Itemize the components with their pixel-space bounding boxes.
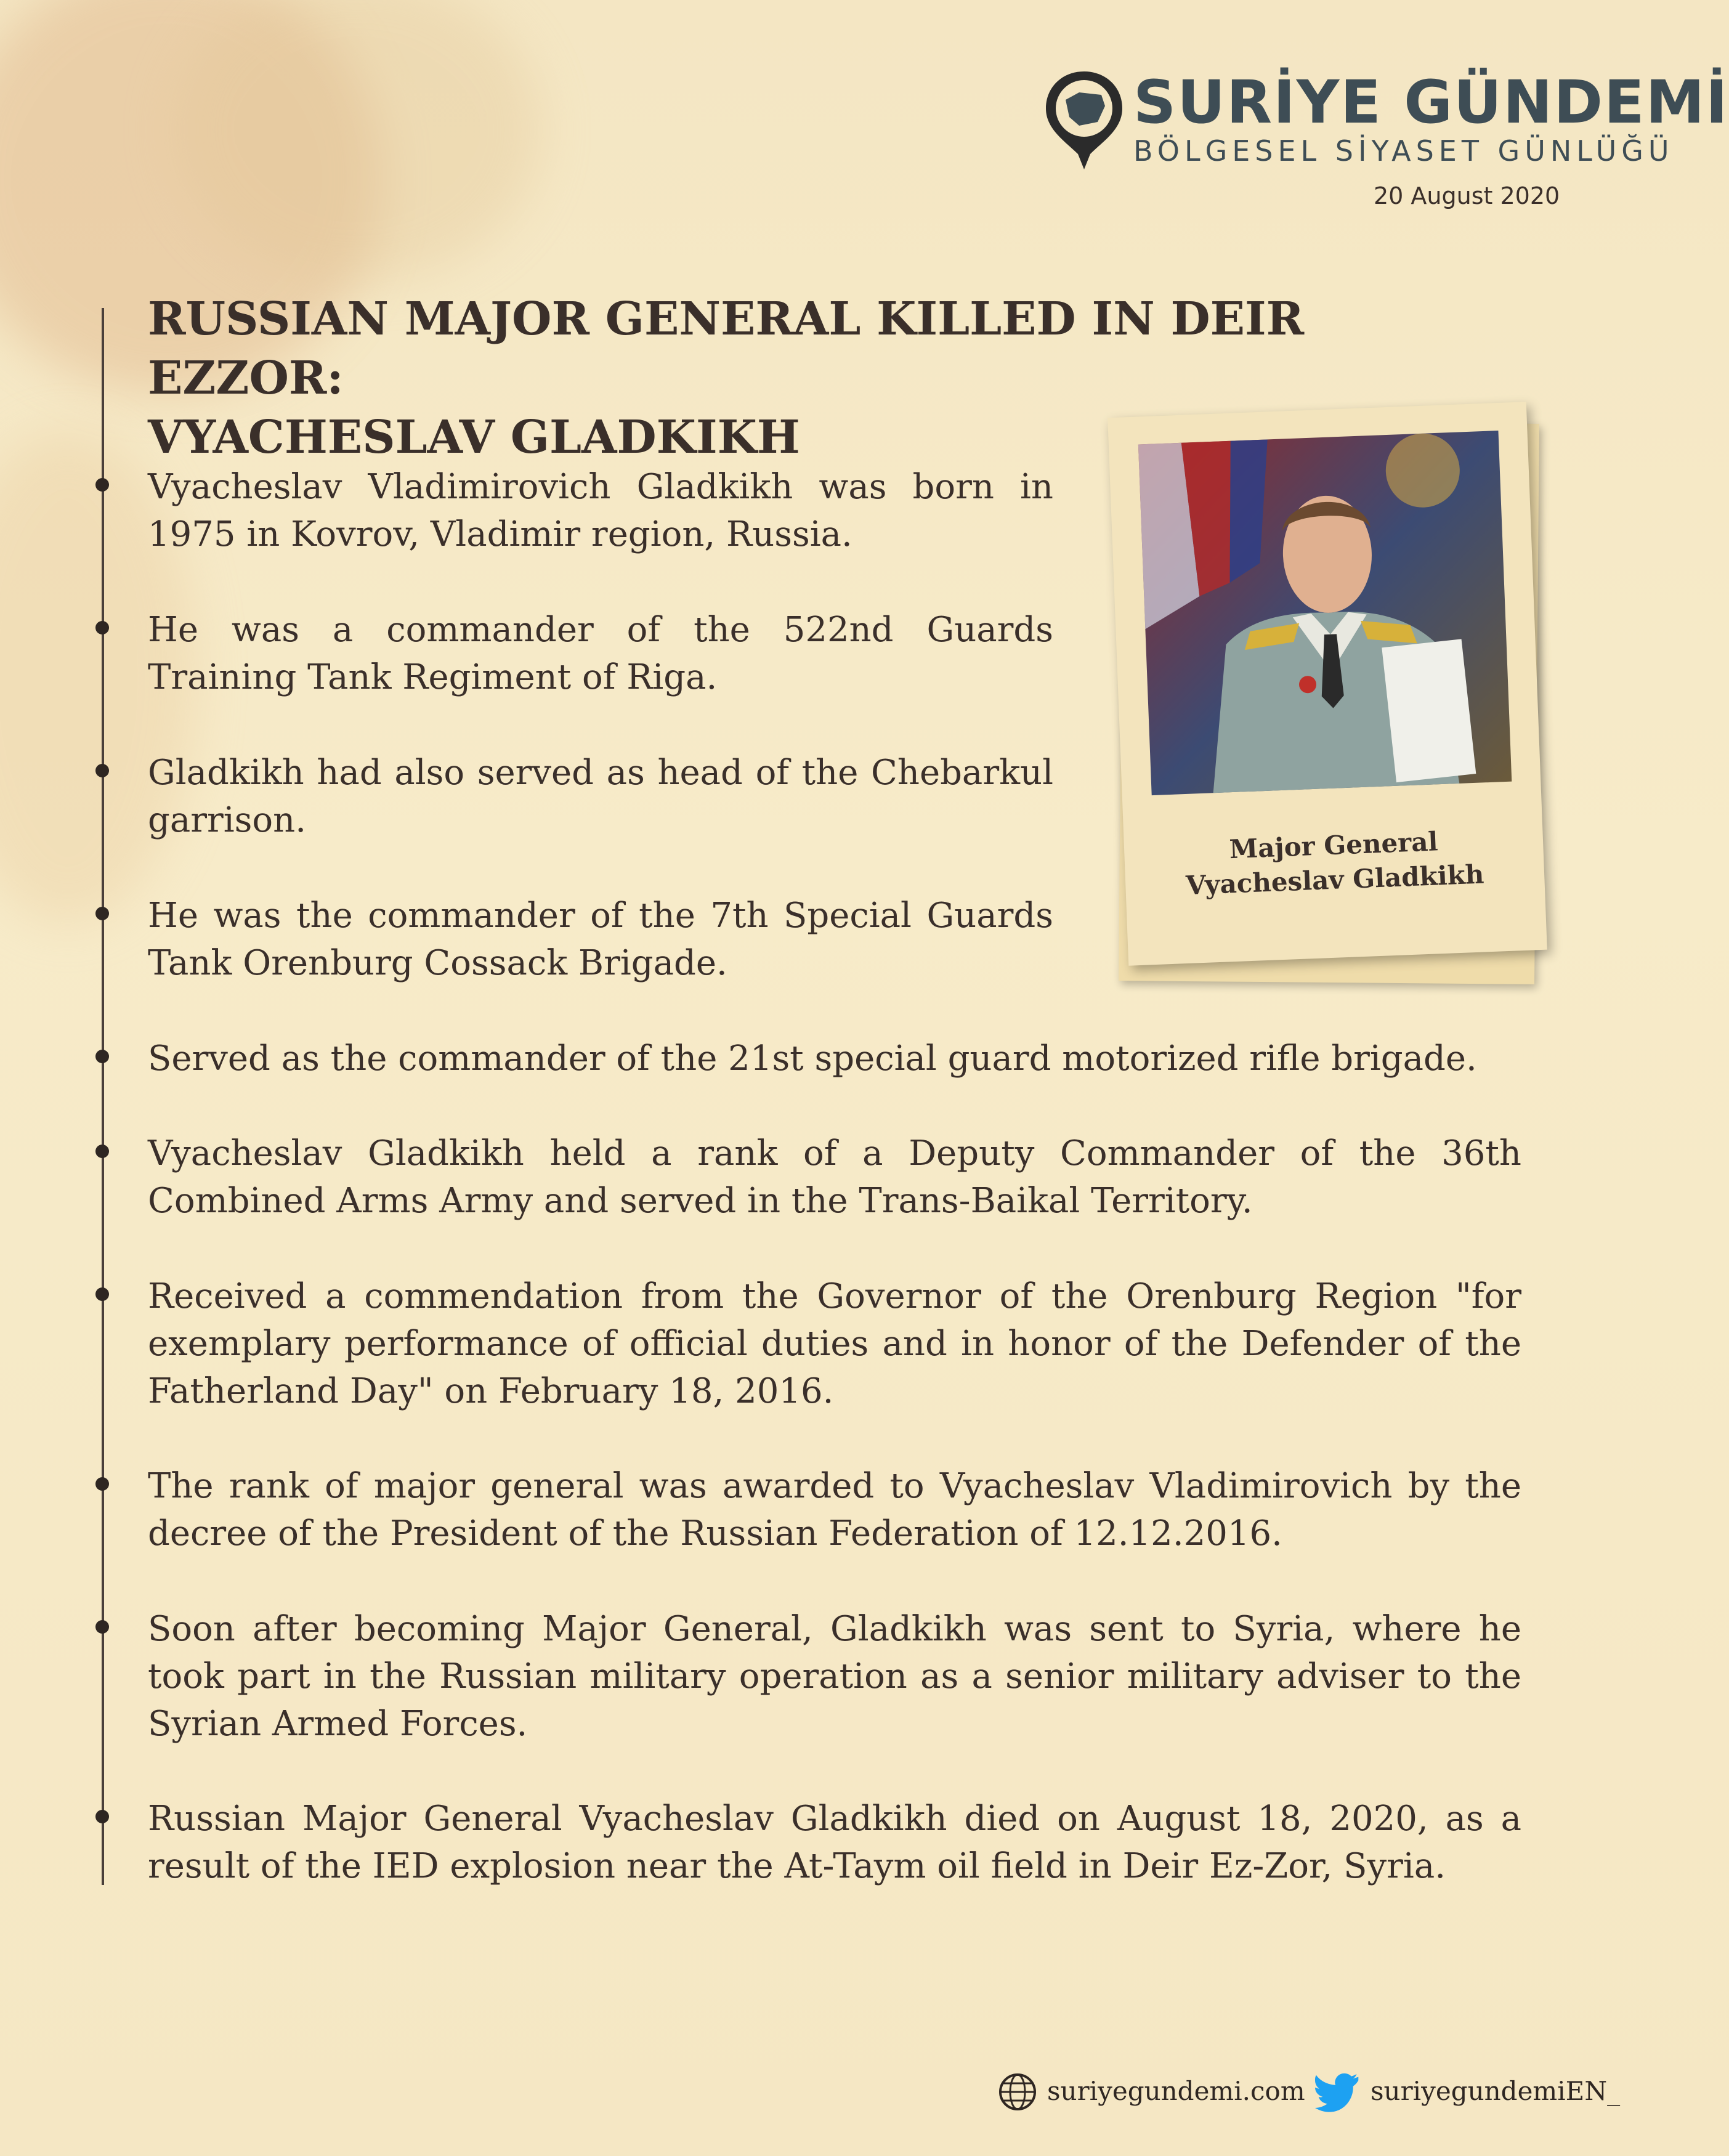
photo-card (1118, 410, 1540, 986)
bullet-dot (95, 1620, 109, 1634)
article-title-line2: VYACHESLAV GLADKIKH (148, 411, 800, 464)
bullet-dot (95, 1477, 109, 1491)
list-item: The rank of major general was awarded to Vyacheslav Vladimirovich by the decree of the President of the Russian Federation of 12.12.2016. (148, 1466, 1521, 1554)
brand-name: SURİYE GÜNDEMİ (1133, 68, 1729, 137)
brand-tagline: BÖLGESEL SİYASET GÜNLÜĞÜ (1133, 134, 1674, 168)
list-item: He was a commander of the 522nd Guards Training Tank Regiment of Riga. (148, 610, 1053, 697)
twitter-link[interactable] (1315, 2071, 1621, 2114)
bullet-dot (95, 1050, 109, 1063)
list-item: He was the commander of the 7th Special Guards Tank Orenburg Cossack Brigade. (148, 896, 1053, 983)
bullet-dot (95, 478, 109, 492)
bullet-dot (95, 1810, 109, 1823)
bullet-dot (95, 907, 109, 920)
timeline-line (102, 308, 104, 1885)
list-item: Russian Major General Vyacheslav Gladkikh died on August 18, 2020, as a result of the IED explosion near the At-Taym oil field in Deir Ez-Zor, Syria. (148, 1799, 1521, 1886)
publish-date: 20 August 2020 (1374, 182, 1560, 209)
list-item: Served as the commander of the 21st special guard motorized rifle brigade. (148, 1039, 1477, 1079)
bullet-dot (95, 1287, 109, 1301)
twitter-bird-icon (1315, 2072, 1362, 2112)
website-text: suriyegundemi.com (1047, 2076, 1305, 2106)
portrait-photo (1138, 431, 1512, 795)
list-item: Received a commendation from the Governor of the Orenburg Region "for exemplary performance of official duties and in honor of the Defender of the Fatherland Day" on February 18, 2016. (148, 1276, 1521, 1411)
article-title-line1: RUSSIAN MAJOR GENERAL KILLED IN DEIR EZZOR: (148, 293, 1305, 405)
photo-caption (1148, 821, 1520, 904)
globe-icon (998, 2072, 1037, 2112)
list-item: Vyacheslav Vladimirovich Gladkikh was born in 1975 in Kovrov, Vladimir region, Russia. (148, 467, 1053, 554)
website-link[interactable] (998, 2071, 1306, 2114)
photo-card-front (1107, 402, 1547, 965)
list-item: Gladkikh had also served as head of the Chebarkul garrison. (148, 753, 1053, 840)
bullet-dot (95, 1145, 109, 1158)
bullet-dot (95, 621, 109, 634)
brand-logo[interactable] (1041, 68, 1729, 179)
map-pin-icon (1041, 68, 1127, 172)
list-item: Soon after becoming Major General, Gladkikh was sent to Syria, where he took part in the Russian military operation as a senior military adviser to the Syrian Armed Forces. (148, 1609, 1521, 1744)
list-item: Vyacheslav Gladkikh held a rank of a Deputy Commander of the 36th Combined Arms Army and served in the Trans-Baikal Territory. (148, 1133, 1521, 1221)
bullet-dot (95, 764, 109, 777)
twitter-handle: suriyegundemiEN_ (1371, 2076, 1621, 2106)
photo-caption-line2: Vyacheslav Gladkikh (1185, 859, 1485, 901)
photo-caption-line1: Major General (1228, 826, 1439, 865)
